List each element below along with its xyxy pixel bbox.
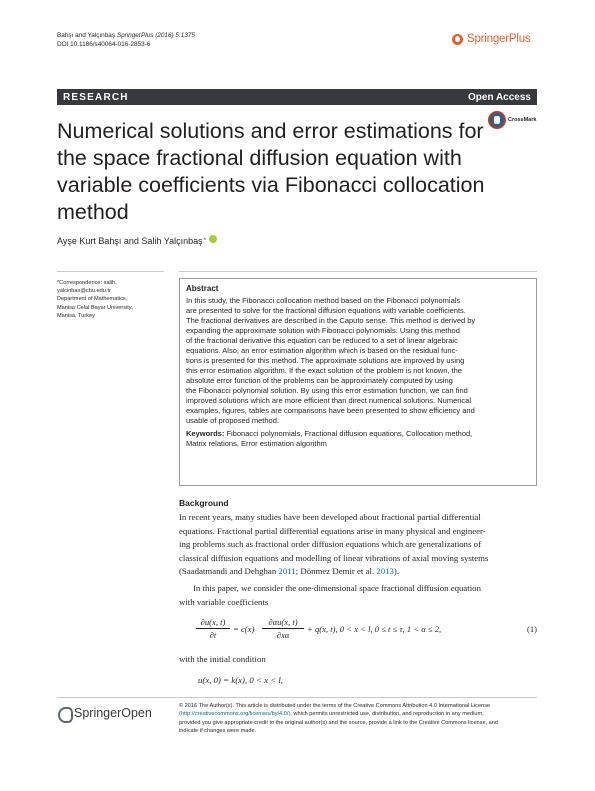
corresponding-mark: *	[203, 238, 206, 244]
fraction-denominator: ∂t	[209, 630, 217, 640]
correspondence-line: Manisa Celal Bayar University,	[57, 304, 133, 311]
fraction-numerator: ∂αu(x, t)	[262, 617, 304, 629]
equation-initial-condition: u(x, 0) = k(x), 0 < x < l,	[198, 675, 283, 685]
background-paragraph-1	[179, 511, 537, 579]
license-link[interactable]: (http://creativecommons.org/licenses/by/4.0/)	[179, 711, 291, 718]
equation-term: = c(x)	[233, 624, 255, 634]
paragraph-line: In recent years, many studies have been developed about fractional partial differential	[179, 512, 481, 522]
paragraph-line: In this paper, we consider the one-dimensional space fractional diffusion equation	[193, 583, 481, 593]
fraction-denominator: ∂xα	[276, 630, 290, 640]
crossmark-badge[interactable]	[488, 111, 536, 129]
abstract-line: The fractional derivatives are described in the Caputo sense. This method is derived by	[186, 316, 476, 325]
abstract-line: In this study, the Fibonacci collocation method based on the Fibonacci polynomials	[186, 296, 461, 305]
license-line: provided you give appropriate credit to the original author(s) and the source, provide a link to the Creative Commons license, and	[179, 719, 499, 726]
equation-number: (1)	[526, 624, 537, 634]
citation-text: ; Dönmez Demir et al.	[295, 566, 377, 577]
article-type-label: RESEARCH	[63, 91, 129, 103]
section-heading: Background	[179, 498, 229, 508]
abstract-box	[179, 278, 537, 486]
license-line: , which permits unrestricted use, distribution, and reproduction in any medium,	[290, 711, 484, 718]
abstract-line: usable of proposed method.	[186, 416, 279, 425]
equation-1	[196, 617, 537, 645]
paragraph-line: equations. Fractional partial differential equations arise in many physical and engineer-	[179, 525, 486, 536]
springer-horse-icon	[57, 706, 71, 720]
correspondence-line: Department of Mathematics,	[57, 296, 128, 303]
springerplus-logo	[452, 33, 530, 45]
keywords-line: Matrix relations, Error estimation algorithm	[186, 439, 327, 448]
keywords-line: Fibonacci polynomials, Fractional diffusion equations, Collocation method,	[226, 429, 473, 438]
open-access-label: Open Access	[468, 91, 531, 103]
paragraph-line: classical diffusion equations and modelling of linear vibrations of axial moving systems	[179, 552, 489, 563]
equation-term: + q(x, t), 0 < x < l, 0 ≤ t ≤ τ, 1 < α ≤ 2,	[307, 624, 442, 634]
fraction-dau-dxa	[262, 617, 304, 640]
correspondence-block	[57, 279, 167, 320]
abstract-line: improved solutions which are more efficient than direct numerical solutions. Numerical	[186, 396, 471, 405]
license-line: indicate if changes were made.	[179, 727, 257, 734]
abstract-line: examples, figures, tables are comparisons have been presented to show efficiency and	[186, 406, 475, 415]
fraction-du-dt	[196, 617, 230, 640]
header-doi: DOI 10.1186/s40064-016-2853-6	[57, 41, 151, 48]
license-text	[179, 702, 539, 735]
springeropen-logo	[57, 706, 152, 720]
article-type-banner	[57, 89, 537, 105]
abstract-line: absolute error function of the problems can be approximately computed by using	[186, 376, 453, 385]
crossmark-label: CrossMark	[508, 117, 537, 123]
springeropen-logo-text: SpringerOpen	[74, 706, 152, 720]
license-line: © 2016 The Author(s). This article is distributed under the terms of the Creative Commons Attribution 4.0 International License	[179, 703, 491, 709]
keywords	[186, 429, 531, 449]
citation-link[interactable]: 2013	[376, 566, 394, 577]
correspondence-line: *Correspondence: salih.	[57, 280, 117, 286]
citation-link[interactable]: 2011	[278, 566, 296, 577]
header-journal: SpringerPlus	[116, 32, 154, 39]
correspondence-line: Manisa, Turkey	[57, 312, 95, 319]
springer-horse-icon	[452, 34, 463, 45]
citation-text: (Saadatmandi and Dehghan	[179, 566, 279, 577]
orcid-icon[interactable]	[209, 235, 217, 243]
abstract-line: are presented to solve for the fractional diffusion equations with variable coefficients.	[186, 306, 466, 315]
header-authors: Bahşı and Yalçınbaş	[57, 32, 116, 39]
abstract-line: equations. Also, an error estimation algorithm which is based on the residual func-	[186, 346, 458, 355]
abstract-line: expanding the approximate solution with Fibonacci polynomials. Using this method	[186, 326, 460, 335]
abstract-line: this error estimation algorithm. If the exact solution of the problem is not known, the	[186, 366, 462, 375]
abstract-line: the Fibonacci polynomial solution. By using this error estimation function, we can find	[186, 386, 468, 395]
paragraph-line: ing problems such as fractional order diffusion equations which are generalizations of	[179, 539, 482, 550]
abstract-line: of the fractional derivative this equation can be reduced to a set of linear algebraic	[186, 336, 458, 345]
author-list	[57, 236, 217, 246]
paragraph-line: with variable coefficients	[179, 596, 269, 607]
divider	[179, 271, 537, 272]
divider	[57, 697, 537, 698]
paragraph-line: with the initial condition	[179, 654, 266, 664]
abstract-body	[186, 296, 531, 426]
header-citation: (2016) 5:1375	[155, 32, 195, 39]
crossmark-icon	[488, 111, 506, 129]
background-paragraph-2	[179, 582, 537, 609]
article-title: Numerical solutions and error estimations for the space fractional diffusion equation with variable coefficients via Fibonacci collocation method	[57, 119, 485, 224]
abstract-heading: Abstract	[186, 284, 219, 293]
running-header	[57, 31, 195, 49]
abstract-line: tions is presented for this method. The approximate solutions are improved by using	[186, 356, 465, 365]
fraction-numerator: ∂u(x, t)	[196, 617, 230, 629]
correspondence-email[interactable]: yalcinbas@cbu.edu.tr	[57, 288, 111, 295]
divider	[57, 271, 164, 272]
author-names: Ayşe Kurt Bahşı and Salih Yalçınbaş	[57, 236, 203, 246]
citation-text: ).	[393, 566, 400, 577]
springerplus-logo-text: SpringerPlus	[467, 33, 531, 45]
keywords-label: Keywords:	[186, 429, 225, 438]
